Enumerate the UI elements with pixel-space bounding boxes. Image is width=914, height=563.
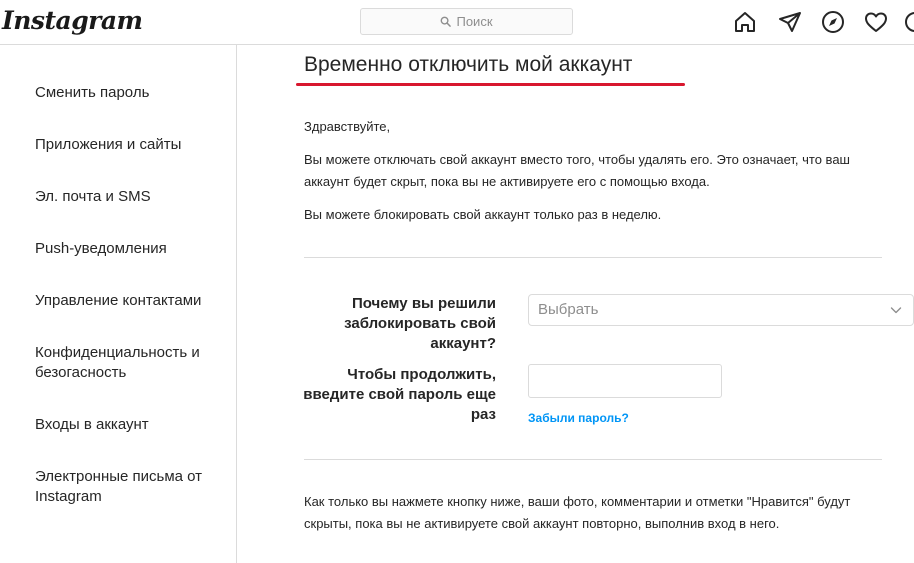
- search-placeholder: Поиск: [456, 14, 493, 29]
- sidebar-item-privacy-and-security[interactable]: Конфиденциальность и безогасность: [35, 344, 200, 381]
- title-highlight-underline: [296, 83, 685, 86]
- settings-panel: [0, 44, 914, 563]
- chevron-down-icon: [890, 304, 902, 316]
- sidebar-item-change-password[interactable]: Сменить пароль: [35, 84, 150, 101]
- sidebar-item-emails-from-instagram[interactable]: Электронные письма от Instagram: [35, 468, 203, 505]
- profile-avatar[interactable]: [905, 12, 914, 32]
- weekly-limit-text: Вы можете блокировать свой аккаунт только раз в неделю.: [304, 207, 662, 222]
- activity-heart-icon[interactable]: [864, 10, 888, 34]
- reason-select[interactable]: [528, 294, 914, 326]
- password-input[interactable]: [528, 364, 722, 398]
- search-icon: [440, 16, 451, 27]
- top-navbar: [0, 0, 914, 44]
- sidebar-item-login-activity[interactable]: Входы в аккаунт: [35, 416, 149, 433]
- sidebar-item-apps-and-websites[interactable]: Приложения и сайты: [35, 136, 182, 153]
- explanation-text: Вы можете отключать свой аккаунт вместо того, чтобы удалять его. Это означает, что ваш аккаунт будет скрыт, пока вы не активируете его с помощью входа.: [304, 152, 850, 189]
- sidebar-item-manage-contacts[interactable]: Управление контактами: [35, 292, 202, 309]
- direct-send-icon[interactable]: [778, 10, 802, 34]
- password-label: Чтобы продолжить, введите свой пароль еще раз: [303, 366, 496, 423]
- reason-select-value: Выбрать: [538, 301, 599, 318]
- page-title: Временно отключить мой аккаунт: [304, 53, 633, 76]
- sidebar-item-push-notifications[interactable]: Push-уведомления: [35, 240, 167, 257]
- sidebar-item-email-and-sms[interactable]: Эл. почта и SMS: [35, 188, 151, 205]
- disable-warning-text: Как только вы нажмете кнопку ниже, ваши фото, комментарии и отметки "Нравится" будут скрыты, пока вы не активируете свой аккаунт повторно, выполнив вход в него.: [304, 494, 851, 531]
- divider: [304, 459, 882, 460]
- search-bar[interactable]: [360, 8, 573, 35]
- temporarily-disable-account-form: [238, 45, 914, 563]
- explore-compass-icon[interactable]: [821, 10, 845, 34]
- home-icon[interactable]: [733, 10, 757, 34]
- settings-sidebar: [0, 45, 237, 563]
- reason-label: Почему вы решили заблокировать свой аккаунт?: [344, 295, 496, 352]
- instagram-logo[interactable]: Instagram: [2, 6, 143, 35]
- greeting-text: Здравствуйте,: [304, 119, 391, 134]
- forgot-password-link[interactable]: Забыли пароль?: [528, 411, 629, 425]
- divider: [304, 257, 882, 258]
